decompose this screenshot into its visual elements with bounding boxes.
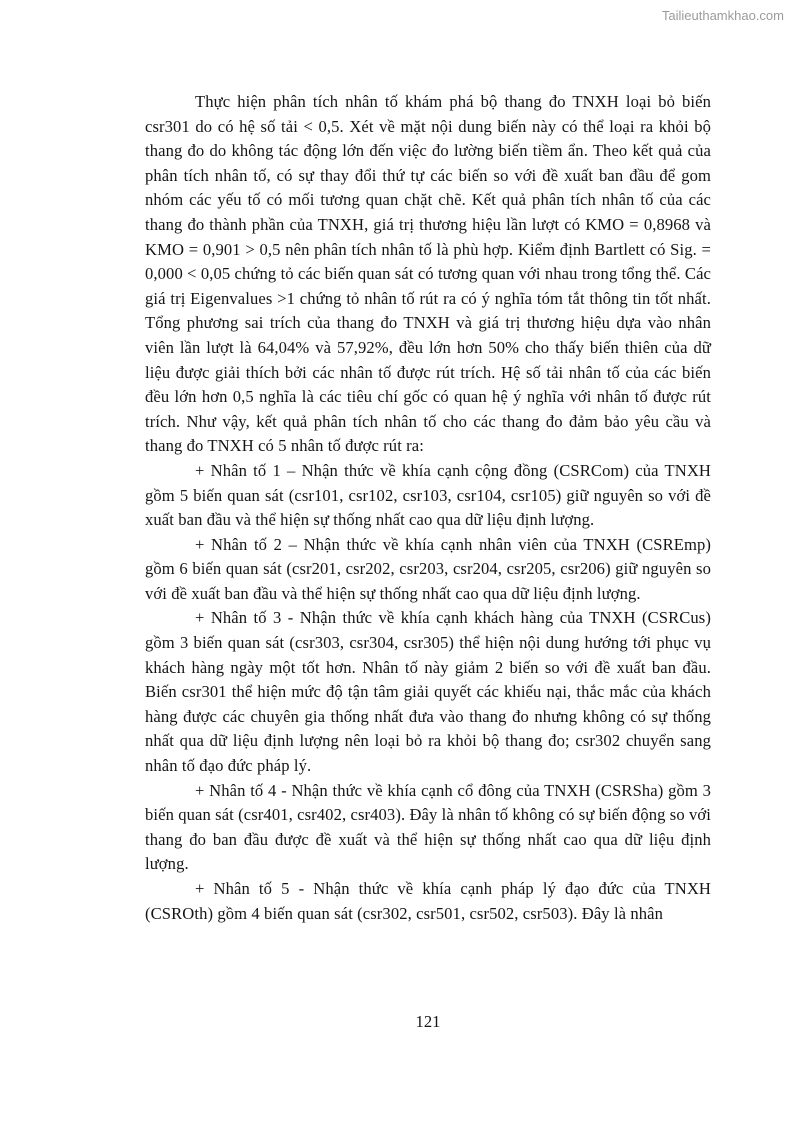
watermark: Tailieuthamkhao.com [661,8,784,23]
paragraph-factor-1: + Nhân tố 1 – Nhận thức về khía cạnh cộng đồng (CSRCom) của TNXH gồm 5 biến quan sát (csr101, csr102, csr103, csr104, csr105) giữ nguyên so với đề xuất ban đầu và thể hiện sự thống nhất cao qua dữ liệu định lượng. [145,460,711,530]
paragraph-factor-3: + Nhân tố 3 - Nhận thức về khía cạnh khách hàng của TNXH (CSRCus) gồm 3 biến quan sát (csr303, csr304, csr305) thể hiện nội dung hướng tới phục vụ khách hàng ngày một tốt hơn. Nhân tố này giảm 2 biến so với đề xuất ban đầu. Biến csr301 thể hiện mức độ tận tâm giải quyết các khiếu nại, thắc mắc của khách hàng được các chuyên gia thống nhất đưa vào thang đo nhưng không có sự thống nhất qua dữ liệu định lượng nên loại bỏ ra khỏi bộ thang đo; csr302 chuyển sang nhân tố đạo đức pháp lý. [145,608,711,776]
page-content [145,90,711,926]
paragraph-factor-2: + Nhân tố 2 – Nhận thức về khía cạnh nhân viên của TNXH (CSREmp) gồm 6 biến quan sát (csr201, csr202, csr203, csr204, csr205, csr206) giữ nguyên so với đề xuất ban đầu và thể hiện sự thống nhất cao qua dữ liệu định lượng. [145,534,711,603]
page-number: 121 [415,1012,441,1031]
paragraph-intro: Thực hiện phân tích nhân tố khám phá bộ thang đo TNXH loại bỏ biến csr301 do có hệ số tải < 0,5. Xét về mặt nội dung biến này có thể loại ra khỏi bộ thang đo do không tác động lớn đến việc đo lường biến tiềm ẩn. Theo kết quả của phân tích nhân tố, có sự thay đổi thứ tự các biến so với đề xuất ban đầu để gom nhóm các yếu tố có mối tương quan chặt chẽ. Kết quả phân tích nhân tố của các thang đo thành phần của TNXH, giá trị thương hiệu lần lượt có KMO = 0,8968 và KMO = 0,901 > 0,5 nên phân tích nhân tố là phù hợp. Kiểm định Bartlett có Sig. = 0,000 < 0,05 chứng tỏ các biến quan sát có tương quan với nhau trong tổng thể. Các giá trị Eigenvalues >1 chứng tỏ nhân tố rút ra có ý nghĩa tóm tắt thông tin tốt nhất. Tổng phương sai trích của thang đo TNXH và giá trị thương hiệu dựa vào nhân viên lần lượt là 64,04% và 57,92%, đều lớn hơn 50% cho thấy biến thiên của dữ liệu được giải thích bởi các nhân tố được rút trích. Hệ số tải nhân tố của các biến đều lớn hơn 0,5 nghĩa là các tiêu chí gốc có quan hệ ý nghĩa với nhân tố được rút trích. Như vậy, kết quả phân tích nhân tố cho các thang đo đảm bảo yêu cầu và thang đo TNXH có 5 nhân tố được rút ra: [145,92,711,456]
paragraph-factor-5: + Nhân tố 5 - Nhận thức về khía cạnh pháp lý đạo đức của TNXH (CSROth) gồm 4 biến quan sát (csr302, csr501, csr502, csr503). Đây là nhân [145,879,711,923]
paragraph-factor-4: + Nhân tố 4 - Nhận thức về khía cạnh cổ đông của TNXH (CSRSha) gồm 3 biến quan sát (csr401, csr402, csr403). Đây là nhân tố không có sự biến động so với thang đo ban đầu được đề xuất và thể hiện sự thống nhất cao qua dữ liệu định lượng. [145,780,711,874]
